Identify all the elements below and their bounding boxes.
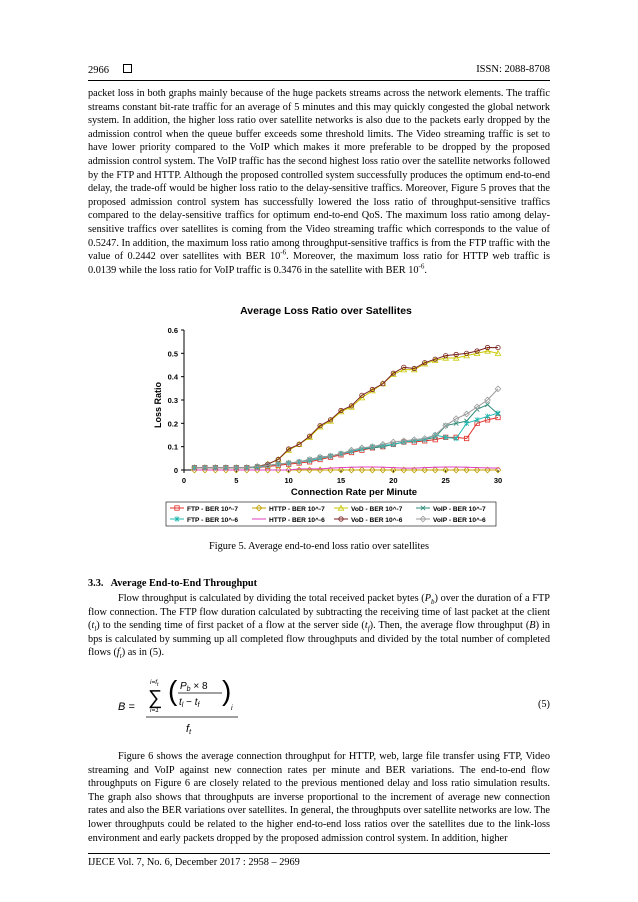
sum-icon: ∑ xyxy=(148,687,163,709)
y-tick-label: 0.5 xyxy=(167,349,178,359)
eq-sum-top: $i=f_t$ xyxy=(150,679,159,688)
header-rule xyxy=(88,80,550,81)
y-tick-label: 0.1 xyxy=(167,442,178,452)
eq-denominator: ft xyxy=(186,723,192,736)
x-tick-label: 5 xyxy=(234,476,239,485)
legend-item xyxy=(170,505,238,513)
left-paren-icon: ( xyxy=(168,676,178,706)
y-axis-label: Loss Ratio xyxy=(153,381,163,429)
section-heading: 3.3. Average End-to-End Throughput xyxy=(88,578,258,589)
page-footer: IJECE Vol. 7, No. 6, December 2017 : 2958 – 2969 xyxy=(88,857,300,868)
figure-caption: Figure 5. Average end-to-end loss ratio over satellites xyxy=(209,541,429,552)
paragraph-3: Figure 6 shows the average connection throughput for HTTP, web, large file transfer using FTP, Video streaming and VoIP against new connection rates per minute and BER variations. The end-to-end flow throughputs on Figure 6 are closely related to the previous mentioned delay and loss ratio simulation results. The graph also shows that throughputs are inverse proportional to the increment of average new connection rates and also the BER variations over satellites. In general, the throughputs over satellite networks are low. The lower throughputs could be related to the higher end-to-end loss ratios over the satellites due to the link-loss environment and early packets dropped by the proposed admission control system. In addition, higher xyxy=(88,751,550,844)
legend-label: VoD - BER 10^-7 xyxy=(351,506,403,513)
equation-5 xyxy=(118,676,550,738)
legend-item xyxy=(416,505,486,513)
paragraph-1: packet loss in both graphs mainly because of the huge packets streams across the network elements. The traffic streams constant bit-rate traffic for an average of 5 minutes and this may quickly congested the global network system. In addition, the higher loss ratio over satellite networks is also due to the packets early dropped by the admission control when the queue buffer exceeds some threshold limits. The Video streaming traffic is set to have lower priority compared to the VoIP which makes it more preferable to be dropped by the proposed admission control system. The VoIP traffic has the second highest loss ratio over the satellite networks followed by the FTP and HTTP. Although the proposed controlled system successfully produces the optimum end-to-end delay, the trade-off would be higher loss ratio to the delay-sensitive traffics. Moreover, Figure 5 proves that the proposed admission control system has successfully lowered the loss ratio of throughput-sensitive traffics compared to the delay-sensitive traffics for optimum end-to-end QoS. The maximum loss ratio among delay-sensitive traffics over satellites is coming from the Video streaming traffic which corresponds to the value of 0.5247. In addition, the maximum loss ratio among throughput-sensitive traffics is from the FTP traffic with the value of 0.2442 over satellites with BER $10^{-6}$. Moreover, the maximum loss ratio for HTTP web traffic is 0.0139 while the loss ratio for VoIP traffic is 0.3476 in the satellite with BER $10^{-6}$. xyxy=(88,88,550,276)
legend-item xyxy=(252,505,325,513)
chart-svg xyxy=(138,298,508,530)
equation-number: (5) xyxy=(537,699,550,710)
chart-title: Average Loss Ratio over Satellites xyxy=(240,305,412,317)
eq-numerator: $P_b \times 8$ xyxy=(180,681,208,693)
right-paren-icon: ) xyxy=(222,676,232,706)
x-tick-label: 25 xyxy=(441,476,450,485)
square-icon xyxy=(123,64,132,73)
series-line xyxy=(194,351,498,468)
legend-item xyxy=(334,516,403,524)
series-line xyxy=(194,405,498,468)
series-8 xyxy=(192,386,501,470)
y-tick-label: 0.3 xyxy=(167,396,178,405)
legend-label: FTP - BER 10^-7 xyxy=(187,506,238,513)
issn: ISSN: 2088-8708 xyxy=(476,64,550,75)
x-tick-label: 0 xyxy=(181,476,187,485)
x-tick-label: 10 xyxy=(284,476,293,485)
legend-item xyxy=(334,505,403,513)
x-tick-label: 30 xyxy=(493,476,503,485)
series-line xyxy=(194,348,498,468)
eq-lhs: B = xyxy=(118,701,135,713)
y-tick-label: 0 xyxy=(173,466,178,475)
footer-rule xyxy=(88,853,550,854)
paragraph-2: Flow throughput is calculated by dividing the total received packet bytes $(P_b)$ over the duration of a FTP flow connection. The FTP flow duration calculated by subtracting the receiving time of last packet at the client $(t_l)$ to the sending time of first packet of a flow at the server side $(t_f)$. Then, the average flow throughput (B) in bps is calculated by summing up all completed flow throughputs and divided by the total number of completed flows $(f_t)$ as in (5). xyxy=(88,593,551,661)
page-number: 2966 xyxy=(88,64,132,76)
x-axis-label: Connection Rate per Minute xyxy=(290,487,418,498)
equation-svg xyxy=(118,676,318,738)
eq-sum-bottom: i=1 xyxy=(150,707,159,714)
x-tick-label: 15 xyxy=(336,476,346,485)
legend-label: VoD - BER 10^-6 xyxy=(351,517,403,524)
legend-label: FTP - BER 10^-6 xyxy=(187,517,238,524)
legend-label: VoIP - BER 10^-6 xyxy=(433,517,486,524)
series-line xyxy=(194,418,498,468)
legend-label: VoIP - BER 10^-7 xyxy=(433,506,486,513)
series-line xyxy=(194,389,498,468)
eq-outer-sub: i xyxy=(231,705,233,712)
y-tick-label: 0.4 xyxy=(167,372,178,382)
y-tick-label: 0.6 xyxy=(167,326,178,335)
legend-item xyxy=(252,516,325,524)
legend-item xyxy=(416,516,486,524)
legend-item xyxy=(170,516,238,524)
series-7 xyxy=(192,345,500,470)
legend-label: HTTP - BER 10^-6 xyxy=(269,517,325,524)
x-tick-label: 20 xyxy=(389,476,398,485)
y-tick-label: 0.2 xyxy=(167,419,178,429)
eq-denom-inner: $t_l - t_f$ xyxy=(179,697,200,709)
legend-label: HTTP - BER 10^-7 xyxy=(269,506,325,513)
loss-ratio-chart xyxy=(138,298,508,530)
